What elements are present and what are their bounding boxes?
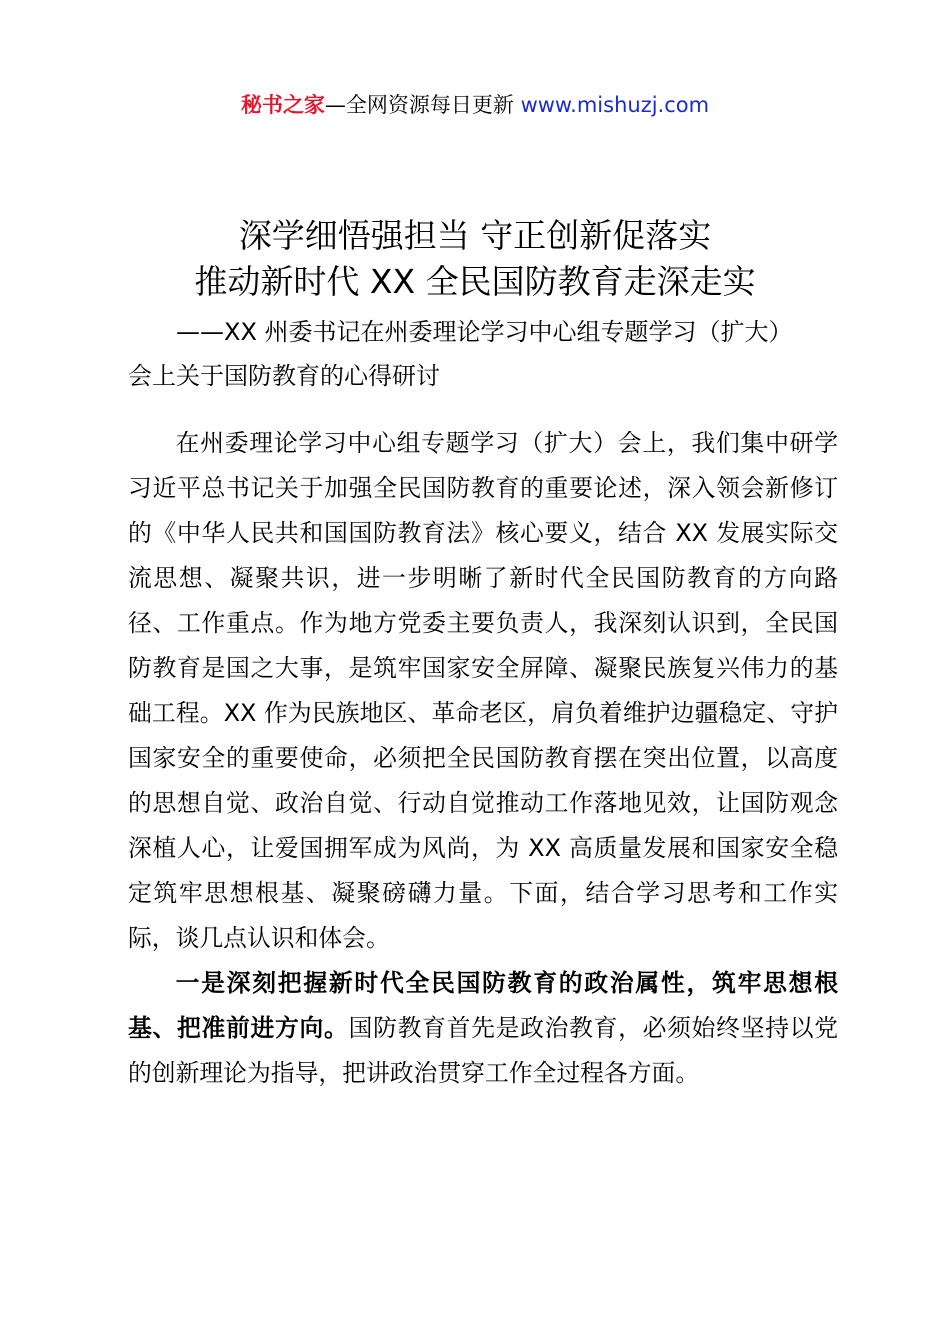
document-title-line-2: 推动新时代 XX 全民国防教育走深走实 (194, 262, 756, 301)
document-body (128, 421, 838, 1096)
site-brand: 秘书之家 (240, 93, 325, 117)
paragraph-2-heading: 一是深刻把握新时代全民国防教育的政治属性，筑牢思想根基、把准前进方向。 (128, 969, 838, 1042)
document-title-line-1: 深学细悟强担当 守正创新促落实 (238, 216, 712, 255)
paragraph-2-text: 国防教育首先是政治教育，必须始终坚持以党的创新理论为指导，把讲政治贯穿工作全过程各方面。 (128, 1014, 839, 1087)
document-subtitle-line-1: ——XX 州委书记在州委理论学习中心组专题学习（扩大） (176, 318, 793, 346)
body-paragraph-2 (128, 961, 838, 1096)
site-slogan: —全网资源每日更新 (324, 93, 514, 117)
site-url-link[interactable]: www.mishuzj.com (520, 93, 710, 117)
body-paragraph-1: 在州委理论学习中心组专题学习（扩大）会上，我们集中研学习近平总书记关于加强全民国防教育的重要论述，深入领会新修订的《中华人民共和国国防教育法》核心要义，结合 XX 发展实际交流思想、凝聚共识，进一步明晰了新时代全民国防教育的方向路径、工作重点。作为地方党委主要负责人，我深刻认识到，全民国防教育是国之大事，是筑牢国家安全屏障、凝聚民族复兴伟力的基础工程。XX 作为民族地区、革命老区，肩负着维护边疆稳定、守护国家安全的重要使命，必须把全民国防教育摆在突出位置，以高度的思想自觉、政治自觉、行动自觉推动工作落地见效，让国防观念深植人心，让爱国拥军成为风尚，为 XX 高质量发展和国家安全稳定筑牢思想根基、凝聚磅礴力量。下面，结合学习思考和工作实际，谈几点认识和体会。 (128, 429, 838, 952)
site-header (0, 88, 950, 122)
document-subtitle-line-2: 会上关于国防教育的心得研讨 (128, 362, 440, 390)
